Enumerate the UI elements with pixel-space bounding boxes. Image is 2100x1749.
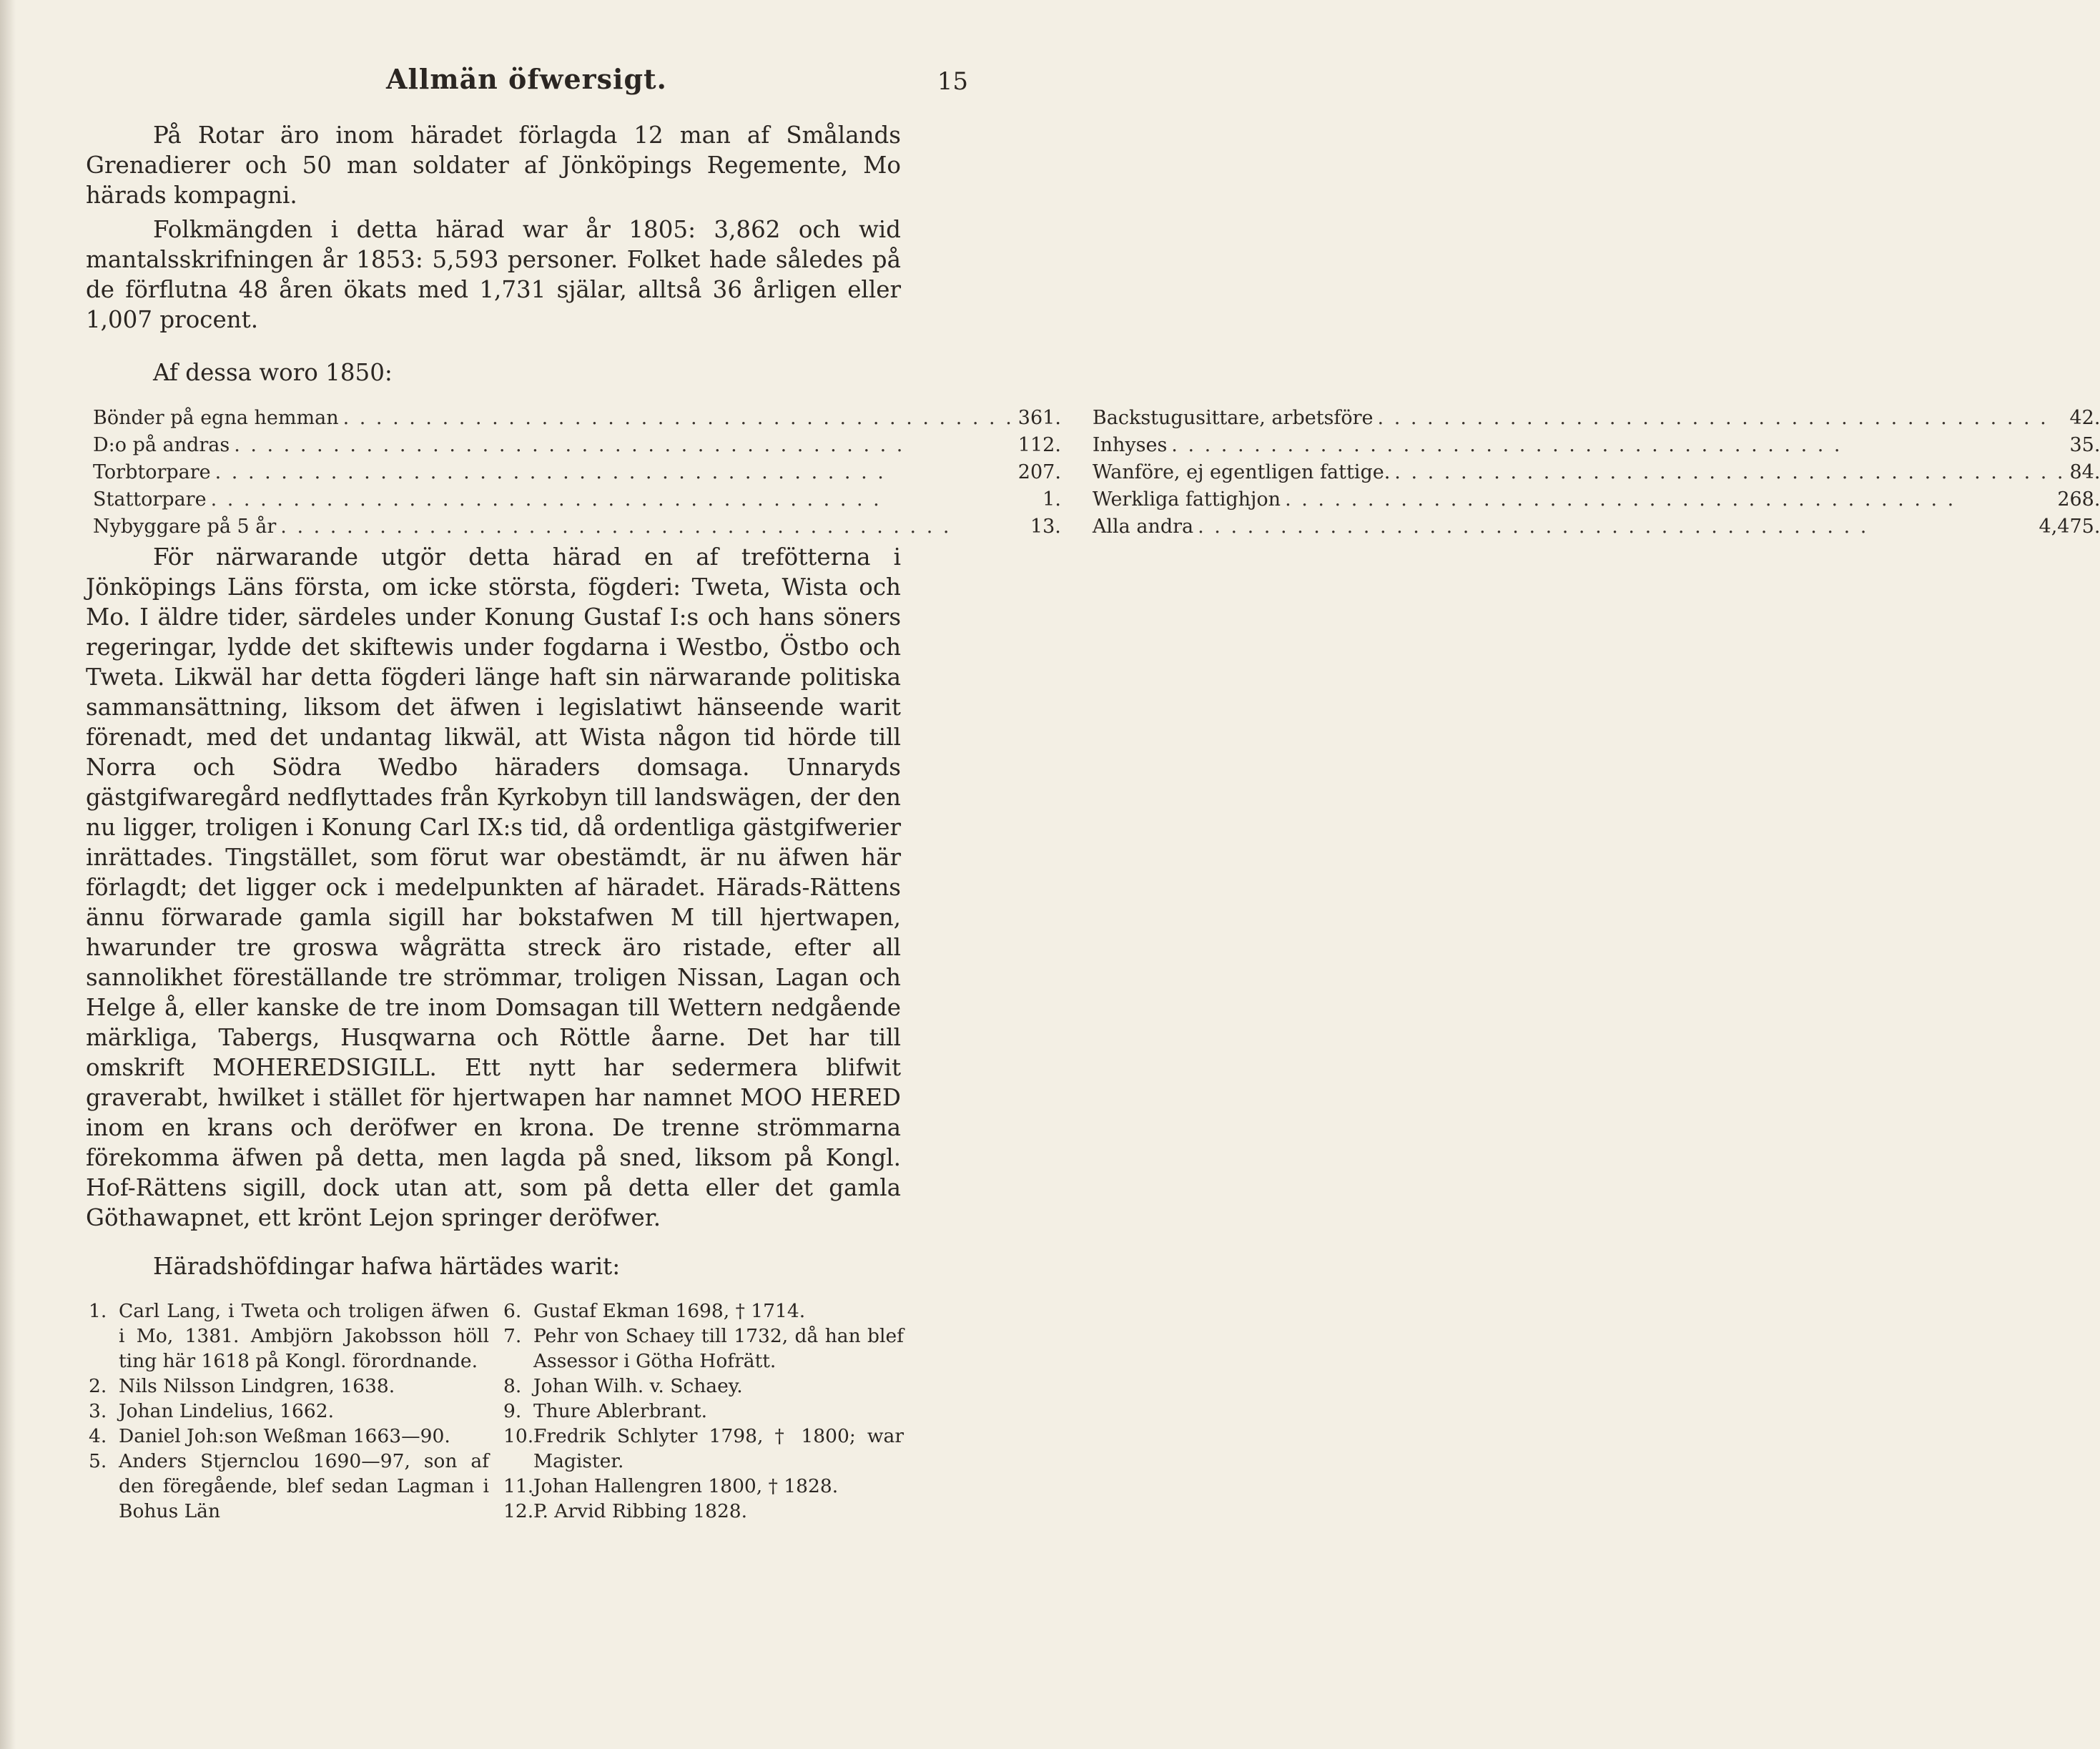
paragraph-population — [86, 215, 901, 335]
list-item — [503, 1324, 904, 1374]
statistics-label: Stattorpare — [93, 488, 207, 511]
list-item-text: Pehr von Schaey till 1732, då han blef Assessor i Götha Hofrätt. — [533, 1325, 904, 1372]
statistics-value: 4,475. — [2039, 516, 2100, 538]
statistics-value: 42. — [2069, 407, 2100, 429]
list-item-number: 12. — [503, 1500, 534, 1522]
list-item-text: Nils Nilsson Lindgren, 1638. — [119, 1375, 395, 1397]
running-title: Allmän öfwersigt. — [386, 63, 667, 95]
list-item — [89, 1374, 489, 1399]
list-item-text: Carl Lang, i Tweta och troligen äfwen i Mo, 1381. Ambjörn Jakobsson höll ting här 1618 på Kongl. förordnande. — [119, 1300, 489, 1372]
list-item — [89, 1399, 489, 1424]
paragraph-text: På Rotar äro inom häradet förlagda 12 man af Smålands Grenadierer och 50 man soldater af Jönköpings Regemente, Mo härads kompagni. — [86, 122, 901, 209]
statistics-value: 268. — [2057, 488, 2100, 511]
officers-heading-text: Häradshöfdingar hafwa härtädes warit: — [153, 1253, 621, 1280]
list-item — [89, 1299, 489, 1374]
dot-leader — [1394, 459, 2065, 486]
officers-list — [89, 1299, 904, 1524]
statistics-row — [1093, 486, 2100, 513]
list-item-number: 5. — [89, 1450, 107, 1472]
list-item — [89, 1424, 489, 1449]
statistics-value: 207. — [1017, 461, 1061, 483]
list-item-number: 11. — [503, 1475, 534, 1497]
statistics-value: 84. — [2069, 461, 2100, 483]
list-item — [503, 1374, 904, 1399]
statistics-heading — [86, 358, 901, 388]
list-item-number: 7. — [503, 1325, 522, 1347]
dot-leader — [1378, 405, 2066, 432]
statistics-row — [93, 405, 1061, 432]
list-item-text: Anders Stjernclou 1690—97, son af den föregående, blef sedan Lagman i Bohus Län — [119, 1450, 489, 1522]
statistics-value: 13. — [1030, 516, 1061, 538]
list-item-text: Fredrik Schlyter 1798, † 1800; war Magister. — [533, 1425, 904, 1472]
statistics-row — [93, 513, 1061, 541]
page-header — [86, 63, 968, 106]
dot-leader — [1285, 486, 2053, 513]
list-item-text: P. Arvid Ribbing 1828. — [533, 1500, 748, 1522]
list-item — [503, 1499, 904, 1524]
paragraph-soldiers — [86, 120, 901, 210]
statistics-label: Wanföre, ej egentligen fattige. — [1092, 461, 1391, 483]
paragraph-district-history — [86, 542, 901, 1233]
dot-leader — [1198, 513, 2034, 541]
statistics-label: Nybyggare på 5 år — [93, 516, 277, 538]
dot-leader — [211, 486, 1039, 513]
list-item-text: Johan Hallengren 1800, † 1828. — [533, 1475, 839, 1497]
dot-leader — [234, 432, 1014, 459]
page-edge-shadow — [0, 0, 16, 1749]
statistics-label: Backstugusittare, arbetsföre — [1092, 407, 1374, 429]
list-item-number: 1. — [89, 1300, 107, 1322]
dot-leader — [343, 405, 1014, 432]
list-item — [503, 1399, 904, 1424]
statistics-label: Bönder på egna hemman — [93, 407, 339, 429]
statistics-value: 1. — [1042, 488, 1061, 511]
list-item-number: 6. — [503, 1300, 522, 1322]
statistics-label: Inhyses — [1092, 434, 1168, 456]
statistics-label: Torbtorpare — [93, 461, 211, 483]
dot-leader — [1171, 432, 2065, 459]
paragraph-text: För närwarande utgör detta härad en af trefötterna i Jönköpings Läns första, om icke största, fögderi: Tweta, Wista och Mo. I äldre tider, särdeles under Konung Gustaf I:s och hans söners regeringar, lydde det skiftewis under fogdarna i Westbo, Östbo och Tweta. Likwäl har detta fögderi länge haft sin närwarande politiska sammansättning, liksom det äfwen i legislatiwt hänseende warit förenadt, med det undantag likwäl, att Wista någon tid hörde till Norra och Södra Wedbo häraders domsaga. Unnaryds gästgifwaregård nedflyttades från Kyrkobyn till landswägen, der den nu ligger, troligen i Konung Carl IX:s tid, då ordentliga gästgifwerier inrättades. Tingstället, som förut war obestämdt, är nu äfwen här förlagdt; det ligger ock i medelpunkten af häradet. Härads-Rättens ännu förwarade gamla sigill har bokstafwen M till hjertwapen, hwarunder tre groswa wågrätta streck äro ristade, efter all sannolikhet föreställande tre strömmar, troligen Nissan, Lagan och Helge å, eller kanske de tre inom Domsagan till Wettern nedgående märkliga, Tabergs, Husqwarna och Röttle åarne. Det har till omskrift MOHEREDSIGILL. Ett nytt har sedermera blifwit graverabt, hwilket i stället för hjertwapen har namnet MOO HERED inom en krans och deröfwer en krona. De trenne strömmarna förekomma äfwen på detta, men lagda på sned, liksom på Kongl. Hof-Rättens sigill, dock utan att, som på detta eller det gamla Göthawapnet, ett krönt Lejon springer deröfwer. — [86, 543, 901, 1231]
list-item — [503, 1424, 904, 1474]
page-number: 15 — [937, 67, 968, 96]
officers-heading — [86, 1251, 901, 1281]
statistics-label: Alla andra — [1092, 516, 1194, 538]
statistics-table — [93, 405, 2100, 541]
list-item-text: Johan Wilh. v. Schaey. — [533, 1375, 743, 1397]
officers-column-left — [89, 1299, 489, 1524]
list-item — [89, 1449, 489, 1524]
statistics-label: D:o på andras — [93, 434, 230, 456]
dot-leader — [280, 513, 1026, 541]
statistics-label: Werkliga fattighjon — [1092, 488, 1281, 511]
statistics-row — [93, 486, 1061, 513]
statistics-row — [93, 459, 1061, 486]
list-item-text: Gustaf Ekman 1698, † 1714. — [533, 1300, 806, 1322]
list-item-text: Thure Ablerbrant. — [533, 1400, 708, 1422]
list-item-number: 9. — [503, 1400, 522, 1422]
list-item-text: Johan Lindelius, 1662. — [119, 1400, 335, 1422]
statistics-heading-text: Af dessa woro 1850: — [153, 359, 393, 386]
list-item-number: 3. — [89, 1400, 107, 1422]
list-item-text: Daniel Joh:son Weßman 1663—90. — [119, 1425, 450, 1447]
dot-leader — [215, 459, 1014, 486]
statistics-row — [1093, 405, 2100, 432]
list-item-number: 4. — [89, 1425, 107, 1447]
list-item-number: 8. — [503, 1375, 522, 1397]
statistics-row — [1093, 459, 2100, 486]
statistics-value: 35. — [2069, 434, 2100, 456]
statistics-value: 112. — [1017, 434, 1061, 456]
statistics-value: 361. — [1017, 407, 1061, 429]
list-item-number: 10. — [503, 1425, 534, 1447]
list-item-number: 2. — [89, 1375, 107, 1397]
list-item — [503, 1299, 904, 1324]
statistics-row — [93, 432, 1061, 459]
list-item — [503, 1474, 904, 1499]
paragraph-text: Folkmängden i detta härad war år 1805: 3,862 och wid mantalsskrifningen år 1853: 5,593 personer. Folket hade således på de förflutna 48 åren ökats med 1,731 själar, alltså 36 årligen eller 1,007 procent. — [86, 216, 901, 333]
statistics-row — [1093, 513, 2100, 541]
statistics-row — [1093, 432, 2100, 459]
officers-column-right — [503, 1299, 904, 1524]
